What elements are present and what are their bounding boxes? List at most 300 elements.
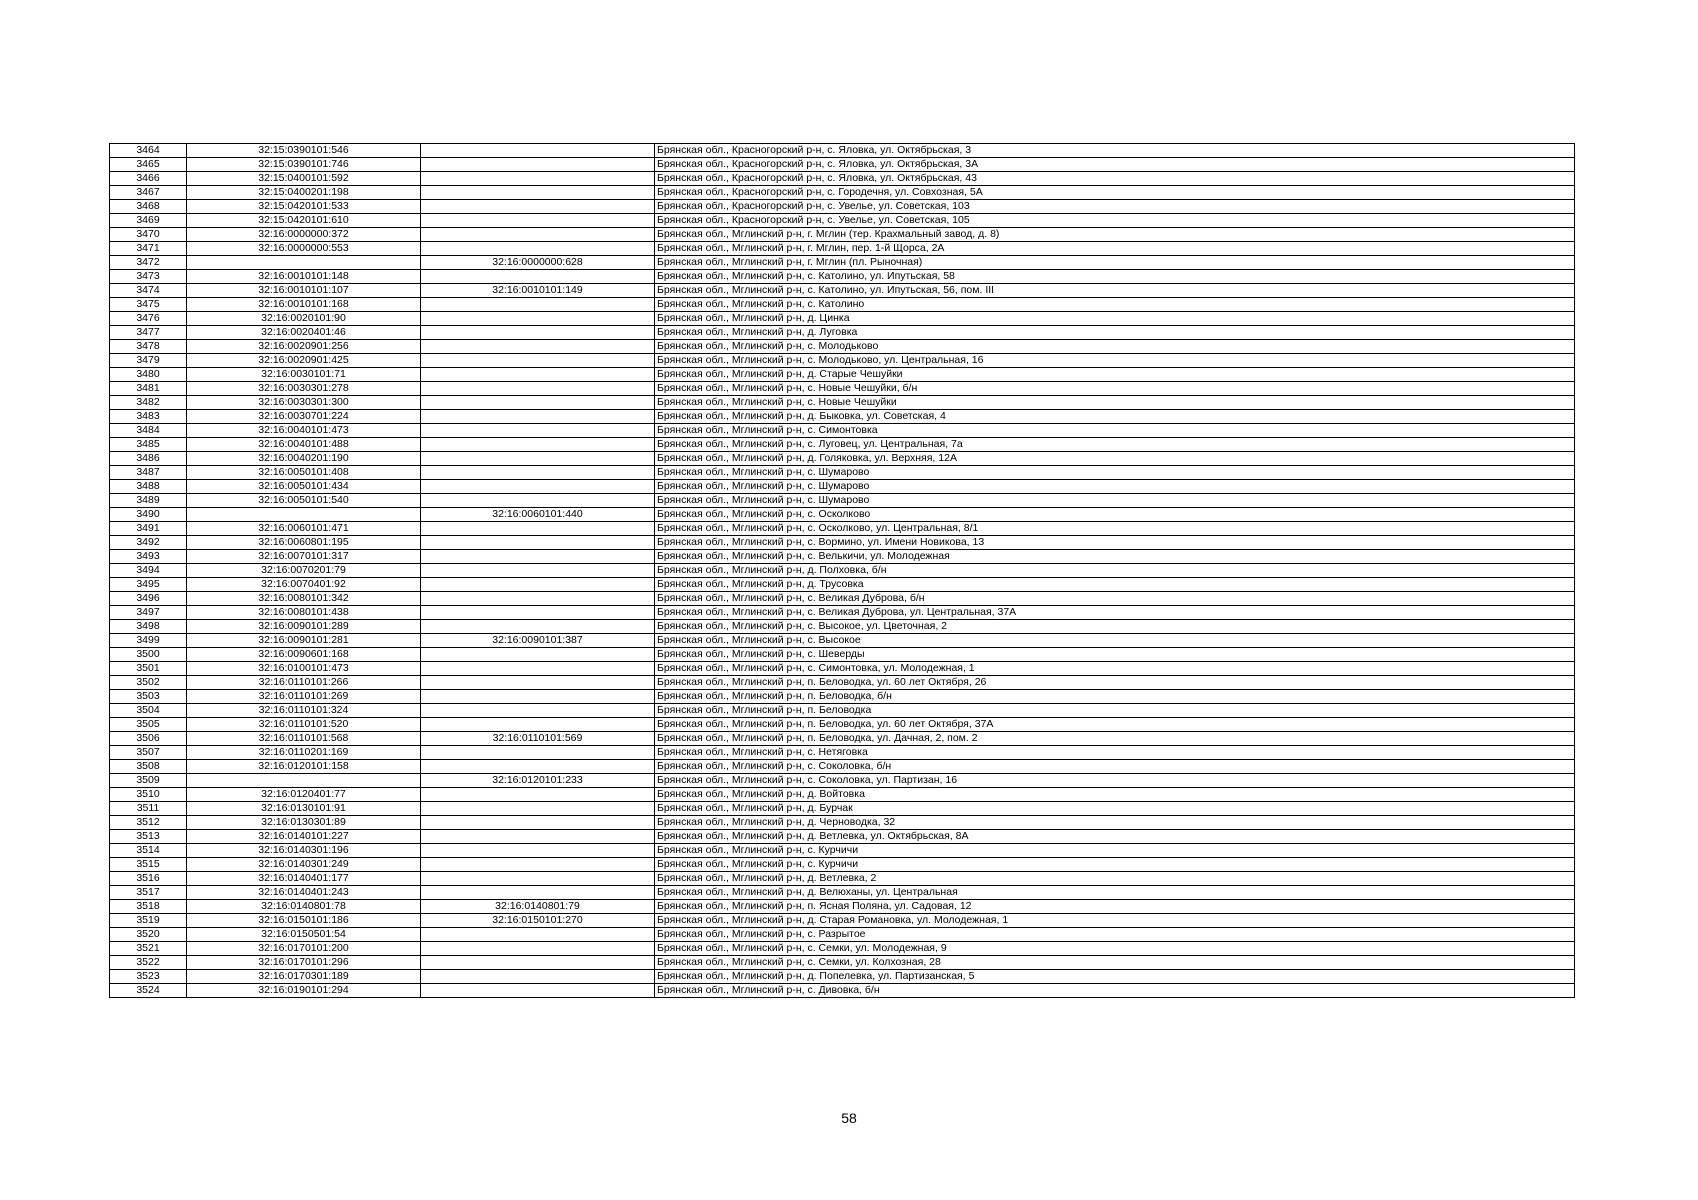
address-cell: Брянская обл., Мглинский р-н, д. Бурчак: [655, 802, 1575, 816]
cadastral-number-cell: 32:15:0390101:546: [187, 144, 421, 158]
cadastral-number-cell: 32:16:0130301:89: [187, 816, 421, 830]
row-number-cell: 3524: [110, 984, 187, 998]
row-number-cell: 3508: [110, 760, 187, 774]
address-cell: Брянская обл., Мглинский р-н, с. Соколовка, ул. Партизан, 16: [655, 774, 1575, 788]
table-row: [110, 452, 1575, 466]
table-row: [110, 354, 1575, 368]
cadastral-number-cell: 32:16:0120101:158: [187, 760, 421, 774]
row-number-cell: 3487: [110, 466, 187, 480]
address-cell: Брянская обл., Мглинский р-н, с. Осколково: [655, 508, 1575, 522]
table-row: [110, 550, 1575, 564]
address-cell: Брянская обл., Мглинский р-н, п. Беловодка, ул. Дачная, 2, пом. 2: [655, 732, 1575, 746]
related-cadastral-number-cell: [421, 144, 655, 158]
registry-table-body: [110, 144, 1575, 998]
address-cell: Брянская обл., Мглинский р-н, с. Шумарово: [655, 480, 1575, 494]
related-cadastral-number-cell: [421, 942, 655, 956]
row-number-cell: 3518: [110, 900, 187, 914]
related-cadastral-number-cell: [421, 704, 655, 718]
related-cadastral-number-cell: [421, 438, 655, 452]
cadastral-number-cell: 32:16:0040201:190: [187, 452, 421, 466]
cadastral-number-cell: 32:16:0050101:434: [187, 480, 421, 494]
cadastral-number-cell: 32:16:0110101:324: [187, 704, 421, 718]
cadastral-number-cell: 32:15:0390101:746: [187, 158, 421, 172]
row-number-cell: 3512: [110, 816, 187, 830]
cadastral-number-cell: 32:16:0010101:107: [187, 284, 421, 298]
related-cadastral-number-cell: [421, 844, 655, 858]
related-cadastral-number-cell: [421, 396, 655, 410]
cadastral-number-cell: 32:16:0050101:540: [187, 494, 421, 508]
cadastral-number-cell: 32:16:0040101:473: [187, 424, 421, 438]
related-cadastral-number-cell: 32:16:0150101:270: [421, 914, 655, 928]
cadastral-number-cell: 32:16:0040101:488: [187, 438, 421, 452]
address-cell: Брянская обл., Мглинский р-н, с. Великая Дуброва, ул. Центральная, 37А: [655, 606, 1575, 620]
cadastral-number-cell: 32:16:0110101:269: [187, 690, 421, 704]
address-cell: Брянская обл., Мглинский р-н, с. Семки, ул. Молодежная, 9: [655, 942, 1575, 956]
related-cadastral-number-cell: [421, 354, 655, 368]
row-number-cell: 3522: [110, 956, 187, 970]
related-cadastral-number-cell: [421, 788, 655, 802]
table-row: [110, 592, 1575, 606]
row-number-cell: 3475: [110, 298, 187, 312]
cadastral-number-cell: [187, 508, 421, 522]
table-row: [110, 970, 1575, 984]
table-row: [110, 606, 1575, 620]
table-row: [110, 340, 1575, 354]
row-number-cell: 3467: [110, 186, 187, 200]
address-cell: Брянская обл., Мглинский р-н, с. Шумарово: [655, 466, 1575, 480]
table-row: [110, 788, 1575, 802]
address-cell: Брянская обл., Мглинский р-н, д. Старые Чешуйки: [655, 368, 1575, 382]
address-cell: Брянская обл., Мглинский р-н, д. Цинка: [655, 312, 1575, 326]
table-row: [110, 816, 1575, 830]
table-row: [110, 648, 1575, 662]
related-cadastral-number-cell: 32:16:0060101:440: [421, 508, 655, 522]
related-cadastral-number-cell: [421, 872, 655, 886]
row-number-cell: 3505: [110, 718, 187, 732]
table-row: [110, 284, 1575, 298]
row-number-cell: 3520: [110, 928, 187, 942]
row-number-cell: 3483: [110, 410, 187, 424]
table-row: [110, 256, 1575, 270]
table-row: [110, 494, 1575, 508]
related-cadastral-number-cell: [421, 536, 655, 550]
registry-table: [109, 143, 1575, 998]
table-row: [110, 200, 1575, 214]
row-number-cell: 3504: [110, 704, 187, 718]
related-cadastral-number-cell: [421, 200, 655, 214]
row-number-cell: 3490: [110, 508, 187, 522]
address-cell: Брянская обл., Мглинский р-н, с. Великая Дуброва, б/н: [655, 592, 1575, 606]
table-row: [110, 802, 1575, 816]
cadastral-number-cell: 32:16:0090101:281: [187, 634, 421, 648]
address-cell: Брянская обл., Мглинский р-н, с. Католино, ул. Ипутьская, 56, пом. III: [655, 284, 1575, 298]
row-number-cell: 3468: [110, 200, 187, 214]
row-number-cell: 3495: [110, 578, 187, 592]
table-row: [110, 942, 1575, 956]
address-cell: Брянская обл., Мглинский р-н, п. Беловодка, ул. 60 лет Октября, 26: [655, 676, 1575, 690]
address-cell: Брянская обл., Мглинский р-н, д. Полховка, б/н: [655, 564, 1575, 578]
address-cell: Брянская обл., Мглинский р-н, д. Войтовка: [655, 788, 1575, 802]
address-cell: Брянская обл., Мглинский р-н, с. Шеверды: [655, 648, 1575, 662]
cadastral-number-cell: 32:16:0150501:54: [187, 928, 421, 942]
cadastral-number-cell: 32:15:0420101:533: [187, 200, 421, 214]
related-cadastral-number-cell: [421, 480, 655, 494]
table-row: [110, 872, 1575, 886]
table-row: [110, 760, 1575, 774]
address-cell: Брянская обл., Мглинский р-н, с. Новые Чешуйки: [655, 396, 1575, 410]
address-cell: Брянская обл., Мглинский р-н, с. Велькичи, ул. Молодежная: [655, 550, 1575, 564]
table-row: [110, 830, 1575, 844]
table-row: [110, 928, 1575, 942]
table-row: [110, 914, 1575, 928]
cadastral-number-cell: 32:16:0080101:438: [187, 606, 421, 620]
table-row: [110, 438, 1575, 452]
address-cell: Брянская обл., Мглинский р-н, д. Черноводка, 32: [655, 816, 1575, 830]
row-number-cell: 3465: [110, 158, 187, 172]
address-cell: Брянская обл., Мглинский р-н, с. Новые Чешуйки, б/н: [655, 382, 1575, 396]
related-cadastral-number-cell: [421, 214, 655, 228]
related-cadastral-number-cell: [421, 956, 655, 970]
address-cell: Брянская обл., Мглинский р-н, с. Вормино, ул. Имени Новикова, 13: [655, 536, 1575, 550]
related-cadastral-number-cell: [421, 242, 655, 256]
row-number-cell: 3494: [110, 564, 187, 578]
table-row: [110, 718, 1575, 732]
table-row: [110, 900, 1575, 914]
related-cadastral-number-cell: [421, 172, 655, 186]
row-number-cell: 3485: [110, 438, 187, 452]
table-row: [110, 956, 1575, 970]
address-cell: Брянская обл., Мглинский р-н, с. Высокое: [655, 634, 1575, 648]
table-row: [110, 270, 1575, 284]
row-number-cell: 3476: [110, 312, 187, 326]
table-row: [110, 858, 1575, 872]
related-cadastral-number-cell: [421, 606, 655, 620]
table-row: [110, 186, 1575, 200]
row-number-cell: 3488: [110, 480, 187, 494]
cadastral-number-cell: 32:16:0110101:520: [187, 718, 421, 732]
row-number-cell: 3492: [110, 536, 187, 550]
table-row: [110, 634, 1575, 648]
row-number-cell: 3497: [110, 606, 187, 620]
row-number-cell: 3515: [110, 858, 187, 872]
address-cell: Брянская обл., Мглинский р-н, с. Дивовка, б/н: [655, 984, 1575, 998]
cadastral-number-cell: 32:16:0090601:168: [187, 648, 421, 662]
row-number-cell: 3469: [110, 214, 187, 228]
row-number-cell: 3479: [110, 354, 187, 368]
cadastral-number-cell: 32:15:0400101:592: [187, 172, 421, 186]
row-number-cell: 3486: [110, 452, 187, 466]
related-cadastral-number-cell: 32:16:0090101:387: [421, 634, 655, 648]
table-row: [110, 676, 1575, 690]
related-cadastral-number-cell: [421, 578, 655, 592]
related-cadastral-number-cell: [421, 928, 655, 942]
related-cadastral-number-cell: 32:16:0000000:628: [421, 256, 655, 270]
row-number-cell: 3519: [110, 914, 187, 928]
related-cadastral-number-cell: [421, 340, 655, 354]
address-cell: Брянская обл., Мглинский р-н, с. Разрытое: [655, 928, 1575, 942]
related-cadastral-number-cell: [421, 270, 655, 284]
cadastral-number-cell: 32:16:0170301:189: [187, 970, 421, 984]
row-number-cell: 3477: [110, 326, 187, 340]
row-number-cell: 3521: [110, 942, 187, 956]
related-cadastral-number-cell: [421, 424, 655, 438]
related-cadastral-number-cell: [421, 746, 655, 760]
row-number-cell: 3507: [110, 746, 187, 760]
address-cell: Брянская обл., Мглинский р-н, г. Мглин (тер. Крахмальный завод, д. 8): [655, 228, 1575, 242]
related-cadastral-number-cell: [421, 298, 655, 312]
address-cell: Брянская обл., Мглинский р-н, с. Католино: [655, 298, 1575, 312]
table-row: [110, 466, 1575, 480]
cadastral-number-cell: 32:16:0190101:294: [187, 984, 421, 998]
address-cell: Брянская обл., Красногорский р-н, с. Яловка, ул. Октябрьская, 43: [655, 172, 1575, 186]
address-cell: Брянская обл., Мглинский р-н, д. Голяковка, ул. Верхняя, 12А: [655, 452, 1575, 466]
table-row: [110, 564, 1575, 578]
cadastral-number-cell: 32:16:0090101:289: [187, 620, 421, 634]
related-cadastral-number-cell: 32:16:0140801:79: [421, 900, 655, 914]
cadastral-number-cell: 32:16:0140401:177: [187, 872, 421, 886]
address-cell: Брянская обл., Мглинский р-н, п. Беловодка, ул. 60 лет Октября, 37А: [655, 718, 1575, 732]
address-cell: Брянская обл., Мглинский р-н, с. Осколково, ул. Центральная, 8/1: [655, 522, 1575, 536]
cadastral-number-cell: 32:16:0070201:79: [187, 564, 421, 578]
cadastral-number-cell: [187, 774, 421, 788]
table-row: [110, 746, 1575, 760]
related-cadastral-number-cell: [421, 312, 655, 326]
address-cell: Брянская обл., Мглинский р-н, с. Луговец, ул. Центральная, 7а: [655, 438, 1575, 452]
address-cell: Брянская обл., Мглинский р-н, с. Курчичи: [655, 858, 1575, 872]
cadastral-number-cell: 32:15:0400201:198: [187, 186, 421, 200]
address-cell: Брянская обл., Красногорский р-н, с. Яловка, ул. Октябрьская, 3А: [655, 158, 1575, 172]
row-number-cell: 3491: [110, 522, 187, 536]
table-row: [110, 172, 1575, 186]
address-cell: Брянская обл., Мглинский р-н, д. Велюханы, ул. Центральная: [655, 886, 1575, 900]
address-cell: Брянская обл., Мглинский р-н, д. Ветлевка, ул. Октябрьская, 8А: [655, 830, 1575, 844]
registry-table-wrapper: [109, 143, 1574, 998]
table-row: [110, 144, 1575, 158]
page-number: 58: [841, 1110, 857, 1126]
table-row: [110, 536, 1575, 550]
cadastral-number-cell: 32:16:0010101:168: [187, 298, 421, 312]
row-number-cell: 3517: [110, 886, 187, 900]
table-row: [110, 242, 1575, 256]
related-cadastral-number-cell: [421, 662, 655, 676]
table-row: [110, 886, 1575, 900]
table-row: [110, 424, 1575, 438]
row-number-cell: 3503: [110, 690, 187, 704]
cadastral-number-cell: 32:16:0140801:78: [187, 900, 421, 914]
address-cell: Брянская обл., Мглинский р-н, с. Католино, ул. Ипутьская, 58: [655, 270, 1575, 284]
row-number-cell: 3498: [110, 620, 187, 634]
table-row: [110, 326, 1575, 340]
cadastral-number-cell: 32:16:0000000:553: [187, 242, 421, 256]
cadastral-number-cell: 32:16:0050101:408: [187, 466, 421, 480]
row-number-cell: 3474: [110, 284, 187, 298]
row-number-cell: 3478: [110, 340, 187, 354]
address-cell: Брянская обл., Мглинский р-н, г. Мглин (пл. Рыночная): [655, 256, 1575, 270]
row-number-cell: 3523: [110, 970, 187, 984]
related-cadastral-number-cell: [421, 368, 655, 382]
cadastral-number-cell: 32:16:0110201:169: [187, 746, 421, 760]
related-cadastral-number-cell: [421, 522, 655, 536]
cadastral-number-cell: 32:16:0030701:224: [187, 410, 421, 424]
cadastral-number-cell: 32:16:0110101:568: [187, 732, 421, 746]
address-cell: Брянская обл., Мглинский р-н, п. Беловодка: [655, 704, 1575, 718]
address-cell: Брянская обл., Мглинский р-н, д. Ветлевка, 2: [655, 872, 1575, 886]
related-cadastral-number-cell: [421, 620, 655, 634]
related-cadastral-number-cell: [421, 802, 655, 816]
related-cadastral-number-cell: [421, 452, 655, 466]
table-row: [110, 704, 1575, 718]
related-cadastral-number-cell: [421, 494, 655, 508]
address-cell: Брянская обл., Красногорский р-н, с. Увелье, ул. Советская, 105: [655, 214, 1575, 228]
table-row: [110, 480, 1575, 494]
related-cadastral-number-cell: [421, 676, 655, 690]
row-number-cell: 3510: [110, 788, 187, 802]
cadastral-number-cell: 32:16:0060101:471: [187, 522, 421, 536]
cadastral-number-cell: 32:16:0140401:243: [187, 886, 421, 900]
row-number-cell: 3489: [110, 494, 187, 508]
related-cadastral-number-cell: [421, 326, 655, 340]
row-number-cell: 3509: [110, 774, 187, 788]
row-number-cell: 3501: [110, 662, 187, 676]
address-cell: Брянская обл., Мглинский р-н, д. Луговка: [655, 326, 1575, 340]
cadastral-number-cell: 32:16:0030301:300: [187, 396, 421, 410]
address-cell: Брянская обл., Мглинский р-н, д. Трусовка: [655, 578, 1575, 592]
related-cadastral-number-cell: [421, 760, 655, 774]
row-number-cell: 3482: [110, 396, 187, 410]
cadastral-number-cell: 32:16:0030101:71: [187, 368, 421, 382]
table-row: [110, 774, 1575, 788]
related-cadastral-number-cell: 32:16:0120101:233: [421, 774, 655, 788]
related-cadastral-number-cell: 32:16:0010101:149: [421, 284, 655, 298]
table-row: [110, 312, 1575, 326]
address-cell: Брянская обл., Мглинский р-н, с. Молодьково, ул. Центральная, 16: [655, 354, 1575, 368]
cadastral-number-cell: 32:16:0020101:90: [187, 312, 421, 326]
row-number-cell: 3500: [110, 648, 187, 662]
related-cadastral-number-cell: [421, 984, 655, 998]
cadastral-number-cell: 32:16:0150101:186: [187, 914, 421, 928]
table-row: [110, 214, 1575, 228]
row-number-cell: 3481: [110, 382, 187, 396]
row-number-cell: 3484: [110, 424, 187, 438]
related-cadastral-number-cell: [421, 830, 655, 844]
related-cadastral-number-cell: [421, 228, 655, 242]
table-row: [110, 382, 1575, 396]
row-number-cell: 3493: [110, 550, 187, 564]
row-number-cell: 3470: [110, 228, 187, 242]
related-cadastral-number-cell: [421, 648, 655, 662]
row-number-cell: 3466: [110, 172, 187, 186]
cadastral-number-cell: 32:16:0120401:77: [187, 788, 421, 802]
cadastral-number-cell: 32:16:0170101:296: [187, 956, 421, 970]
related-cadastral-number-cell: [421, 158, 655, 172]
table-row: [110, 984, 1575, 998]
address-cell: Брянская обл., Мглинский р-н, п. Беловодка, б/н: [655, 690, 1575, 704]
address-cell: Брянская обл., Мглинский р-н, д. Быковка, ул. Советская, 4: [655, 410, 1575, 424]
table-row: [110, 732, 1575, 746]
related-cadastral-number-cell: [421, 466, 655, 480]
cadastral-number-cell: 32:16:0100101:473: [187, 662, 421, 676]
cadastral-number-cell: [187, 256, 421, 270]
address-cell: Брянская обл., Мглинский р-н, с. Курчичи: [655, 844, 1575, 858]
row-number-cell: 3496: [110, 592, 187, 606]
table-row: [110, 228, 1575, 242]
row-number-cell: 3516: [110, 872, 187, 886]
address-cell: Брянская обл., Мглинский р-н, г. Мглин, пер. 1-й Щорса, 2А: [655, 242, 1575, 256]
related-cadastral-number-cell: [421, 592, 655, 606]
address-cell: Брянская обл., Мглинский р-н, с. Нетяговка: [655, 746, 1575, 760]
related-cadastral-number-cell: [421, 858, 655, 872]
cadastral-number-cell: 32:16:0020401:46: [187, 326, 421, 340]
related-cadastral-number-cell: [421, 718, 655, 732]
address-cell: Брянская обл., Мглинский р-н, с. Соколовка, б/н: [655, 760, 1575, 774]
row-number-cell: 3464: [110, 144, 187, 158]
address-cell: Брянская обл., Мглинский р-н, д. Попелевка, ул. Партизанская, 5: [655, 970, 1575, 984]
cadastral-number-cell: 32:16:0060801:195: [187, 536, 421, 550]
table-row: [110, 662, 1575, 676]
address-cell: Брянская обл., Красногорский р-н, с. Увелье, ул. Советская, 103: [655, 200, 1575, 214]
related-cadastral-number-cell: [421, 550, 655, 564]
cadastral-number-cell: 32:16:0070101:317: [187, 550, 421, 564]
table-row: [110, 298, 1575, 312]
table-row: [110, 578, 1575, 592]
cadastral-number-cell: 32:16:0170101:200: [187, 942, 421, 956]
table-row: [110, 158, 1575, 172]
address-cell: Брянская обл., Мглинский р-н, п. Ясная Поляна, ул. Садовая, 12: [655, 900, 1575, 914]
row-number-cell: 3472: [110, 256, 187, 270]
row-number-cell: 3513: [110, 830, 187, 844]
table-row: [110, 396, 1575, 410]
row-number-cell: 3473: [110, 270, 187, 284]
table-row: [110, 690, 1575, 704]
related-cadastral-number-cell: 32:16:0110101:569: [421, 732, 655, 746]
table-row: [110, 368, 1575, 382]
related-cadastral-number-cell: [421, 564, 655, 578]
cadastral-number-cell: 32:16:0010101:148: [187, 270, 421, 284]
cadastral-number-cell: 32:16:0130101:91: [187, 802, 421, 816]
related-cadastral-number-cell: [421, 382, 655, 396]
row-number-cell: 3502: [110, 676, 187, 690]
address-cell: Брянская обл., Мглинский р-н, с. Молодьково: [655, 340, 1575, 354]
table-row: [110, 410, 1575, 424]
row-number-cell: 3471: [110, 242, 187, 256]
cadastral-number-cell: 32:16:0070401:92: [187, 578, 421, 592]
row-number-cell: 3511: [110, 802, 187, 816]
related-cadastral-number-cell: [421, 690, 655, 704]
cadastral-number-cell: 32:16:0140301:249: [187, 858, 421, 872]
cadastral-number-cell: 32:16:0140101:227: [187, 830, 421, 844]
cadastral-number-cell: 32:16:0110101:266: [187, 676, 421, 690]
address-cell: Брянская обл., Красногорский р-н, с. Яловка, ул. Октябрьская, 3: [655, 144, 1575, 158]
address-cell: Брянская обл., Мглинский р-н, д. Старая Романовка, ул. Молодежная, 1: [655, 914, 1575, 928]
related-cadastral-number-cell: [421, 886, 655, 900]
cadastral-number-cell: 32:16:0080101:342: [187, 592, 421, 606]
table-row: [110, 522, 1575, 536]
address-cell: Брянская обл., Мглинский р-н, с. Высокое, ул. Цветочная, 2: [655, 620, 1575, 634]
address-cell: Брянская обл., Мглинский р-н, с. Симонтовка, ул. Молодежная, 1: [655, 662, 1575, 676]
row-number-cell: 3506: [110, 732, 187, 746]
table-row: [110, 620, 1575, 634]
related-cadastral-number-cell: [421, 186, 655, 200]
related-cadastral-number-cell: [421, 970, 655, 984]
address-cell: Брянская обл., Красногорский р-н, с. Городечня, ул. Совхозная, 5А: [655, 186, 1575, 200]
row-number-cell: 3480: [110, 368, 187, 382]
address-cell: Брянская обл., Мглинский р-н, с. Симонтовка: [655, 424, 1575, 438]
cadastral-number-cell: 32:16:0020901:256: [187, 340, 421, 354]
cadastral-number-cell: 32:16:0140301:196: [187, 844, 421, 858]
related-cadastral-number-cell: [421, 816, 655, 830]
related-cadastral-number-cell: [421, 410, 655, 424]
cadastral-number-cell: 32:16:0020901:425: [187, 354, 421, 368]
